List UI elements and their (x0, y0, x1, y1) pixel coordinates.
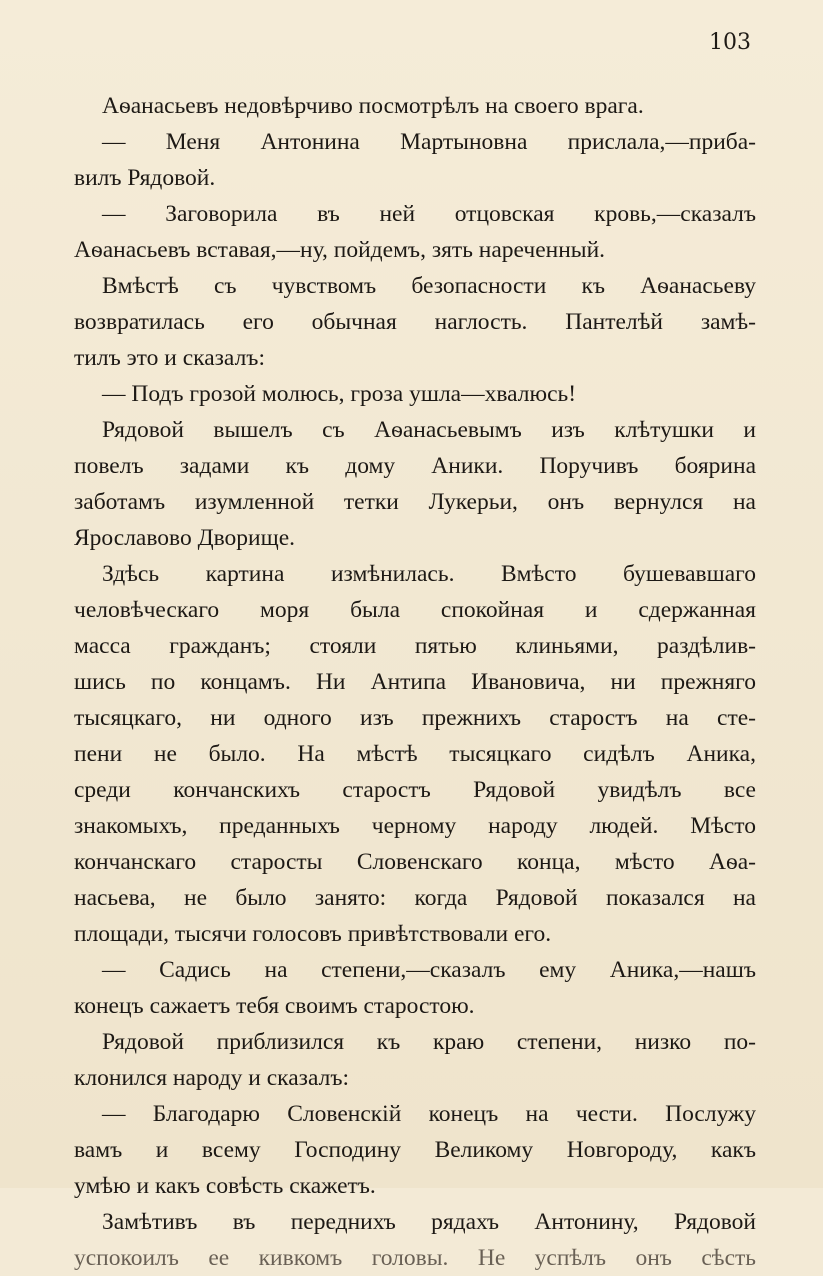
text-line: — Садись на степени,—сказалъ ему Аника,—нашъ (102, 957, 756, 983)
text-line: — Благодарю Словенскій конецъ на чести. Послужу (102, 1101, 756, 1127)
text-line: Аѳанасьевъ недовѣрчиво посмотрѣлъ на своего врага. (102, 93, 644, 119)
text-line: масса гражданъ; стояли пятью клиньями, раздѣлив- (74, 633, 756, 659)
text-line: тилъ это и сказалъ: (74, 345, 265, 371)
text-line: — Заговорила въ ней отцовская кровь,—сказалъ (102, 201, 756, 227)
text-line: Замѣтивъ въ переднихъ рядахъ Антонину, Рядовой (102, 1209, 756, 1235)
text-line: Ярославово Дворище. (74, 525, 296, 551)
text-line: — Подъ грозой молюсь, гроза ушла—хвалюсь! (102, 381, 577, 407)
text-line: площади, тысячи голосовъ привѣтствовали его. (74, 921, 552, 947)
text-line: пени не было. На мѣстѣ тысяцкаго сидѣлъ Аника, (74, 741, 756, 767)
text-line: повелъ задами къ дому Аники. Поручивъ боярина (74, 453, 756, 479)
text-block (74, 88, 756, 1276)
text-line: заботамъ изумленной тетки Лукерьи, онъ вернулся на (74, 489, 756, 515)
text-line: насьева, не было занято: когда Рядовой показался на (74, 885, 756, 911)
text-line: клонился народу и сказалъ: (74, 1065, 350, 1091)
text-line: успокоилъ ее кивкомъ головы. Не успѣлъ онъ сѣсть (74, 1245, 756, 1271)
text-line: Рядовой приблизился къ краю степени, низко по- (102, 1029, 756, 1055)
text-line: человѣческаго моря была спокойная и сдержанная (74, 597, 756, 623)
text-line: шись по концамъ. Ни Антипа Ивановича, ни прежняго (74, 669, 756, 695)
text-line: Рядовой вышелъ съ Аѳанасьевымъ изъ клѣтушки и (102, 417, 756, 443)
text-line: Вмѣстѣ съ чувствомъ безопасности къ Аѳанасьеву (102, 273, 756, 299)
text-line: вамъ и всему Господину Великому Новгороду, какъ (74, 1137, 756, 1163)
text-line: конецъ сажаетъ тебя своимъ старостою. (74, 993, 475, 1019)
text-line: среди кончанскихъ старостъ Рядовой увидѣлъ все (74, 777, 756, 803)
text-line: вилъ Рядовой. (74, 165, 216, 191)
text-line: умѣю и какъ совѣсть скажетъ. (74, 1173, 376, 1199)
page-number: 103 (709, 30, 751, 55)
text-line: Аѳанасьевъ вставая,—ну, пойдемъ, зять нареченный. (74, 237, 606, 263)
text-line: — Меня Антонина Мартыновна прислала,—приба- (102, 129, 756, 155)
text-line: знакомыхъ, преданныхъ черному народу людей. Мѣсто (74, 813, 756, 839)
text-line: тысяцкаго, ни одного изъ прежнихъ старостъ на сте- (74, 705, 756, 731)
text-line: возвратилась его обычная наглость. Пантелѣй замѣ- (74, 309, 756, 335)
text-line: Здѣсь картина измѣнилась. Вмѣсто бушевавшаго (102, 561, 756, 587)
text-line: кончанскаго старосты Словенскаго конца, мѣсто Аѳа- (74, 849, 756, 875)
